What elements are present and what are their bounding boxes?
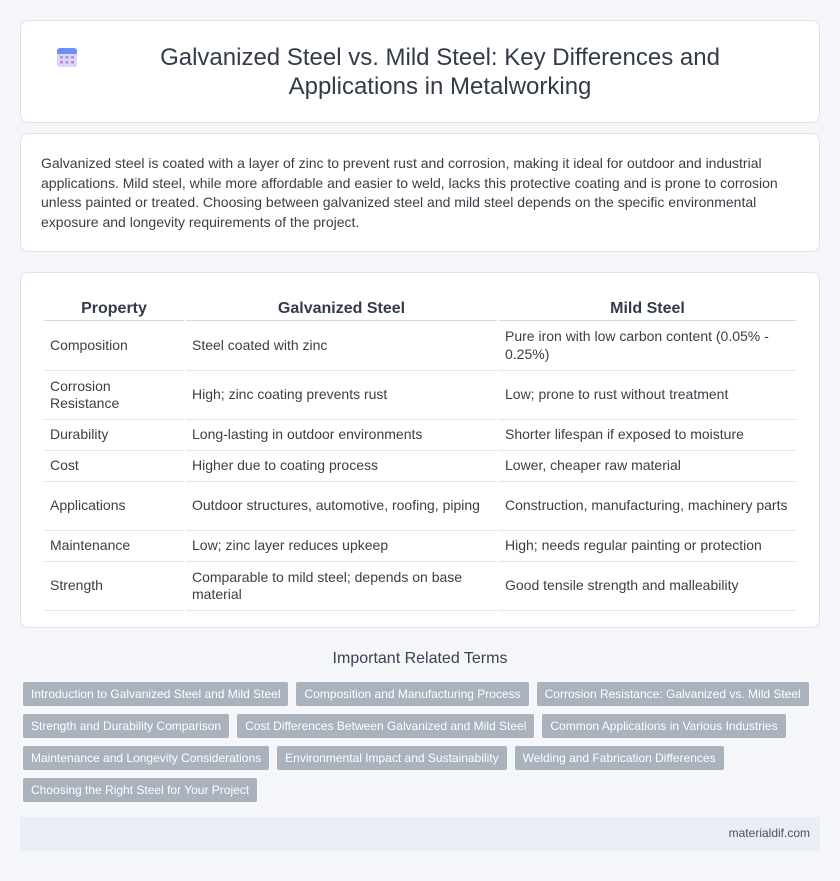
related-term-tag[interactable]: Maintenance and Longevity Considerations (23, 746, 269, 770)
table-row (44, 371, 796, 420)
related-term-tag[interactable]: Environmental Impact and Sustainability (277, 746, 506, 770)
cell-property: Durability (44, 420, 184, 451)
related-term-tag[interactable]: Cost Differences Between Galvanized and Mild Steel (237, 714, 534, 738)
cell-galvanized: High; zinc coating prevents rust (186, 371, 497, 420)
cell-galvanized: Higher due to coating process (186, 451, 497, 482)
cell-galvanized: Outdoor structures, automotive, roofing, piping (186, 482, 497, 531)
cell-galvanized: Low; zinc layer reduces upkeep (186, 531, 497, 562)
intro-card (20, 133, 820, 252)
cell-mild: Good tensile strength and malleability (499, 562, 796, 611)
related-term-tag[interactable]: Strength and Durability Comparison (23, 714, 229, 738)
cell-property: Cost (44, 451, 184, 482)
related-term-tag[interactable]: Common Applications in Various Industries (542, 714, 785, 738)
cell-galvanized: Long-lasting in outdoor environments (186, 420, 497, 451)
column-header-galvanized: Galvanized Steel (186, 297, 497, 321)
cell-property: Strength (44, 562, 184, 611)
cell-property: Applications (44, 482, 184, 531)
related-term-tag[interactable]: Introduction to Galvanized Steel and Mild Steel (23, 682, 288, 706)
related-terms-list (23, 682, 823, 810)
table-row (44, 451, 796, 482)
cell-mild: Lower, cheaper raw material (499, 451, 796, 482)
cell-galvanized: Comparable to mild steel; depends on base material (186, 562, 497, 611)
footer (20, 817, 820, 851)
cell-mild: High; needs regular painting or protection (499, 531, 796, 562)
comparison-table (42, 297, 798, 611)
cell-mild: Construction, manufacturing, machinery parts (499, 482, 796, 531)
column-header-mild: Mild Steel (499, 297, 796, 321)
related-terms-heading: Important Related Terms (332, 650, 508, 667)
column-header-property: Property (44, 297, 184, 321)
title-card (20, 20, 820, 123)
cell-mild: Pure iron with low carbon content (0.05% - 0.25%) (499, 321, 796, 371)
related-term-tag[interactable]: Corrosion Resistance: Galvanized vs. Mild Steel (537, 682, 809, 706)
cell-property: Corrosion Resistance (44, 371, 184, 420)
related-term-tag[interactable]: Choosing the Right Steel for Your Project (23, 778, 257, 802)
page-title: Galvanized Steel vs. Mild Steel: Key Differences and Applications in Metalworking (160, 44, 720, 100)
table-row (44, 420, 796, 451)
table-row (44, 562, 796, 611)
cell-galvanized: Steel coated with zinc (186, 321, 497, 371)
footer-site-link[interactable]: materialdif.com (728, 826, 810, 840)
table-header-row (44, 297, 796, 321)
comparison-table-card (20, 272, 820, 628)
table-row (44, 321, 796, 371)
table-row (44, 482, 796, 531)
intro-paragraph: Galvanized steel is coated with a layer of zinc to prevent rust and corrosion, making it ideal for outdoor and industrial applications. Mild steel, while more affordable and easier to weld, lacks this protective coating and is prone to corrosion unless painted or treated. Choosing between galvanized steel and mild steel depends on the specific environmental exposure and longevity requirements of the project. (41, 155, 778, 230)
cell-mild: Low; prone to rust without treatment (499, 371, 796, 420)
cell-property: Composition (44, 321, 184, 371)
cell-mild: Shorter lifespan if exposed to moisture (499, 420, 796, 451)
table-row (44, 531, 796, 562)
related-term-tag[interactable]: Welding and Fabrication Differences (515, 746, 724, 770)
cell-property: Maintenance (44, 531, 184, 562)
related-term-tag[interactable]: Composition and Manufacturing Process (296, 682, 528, 706)
